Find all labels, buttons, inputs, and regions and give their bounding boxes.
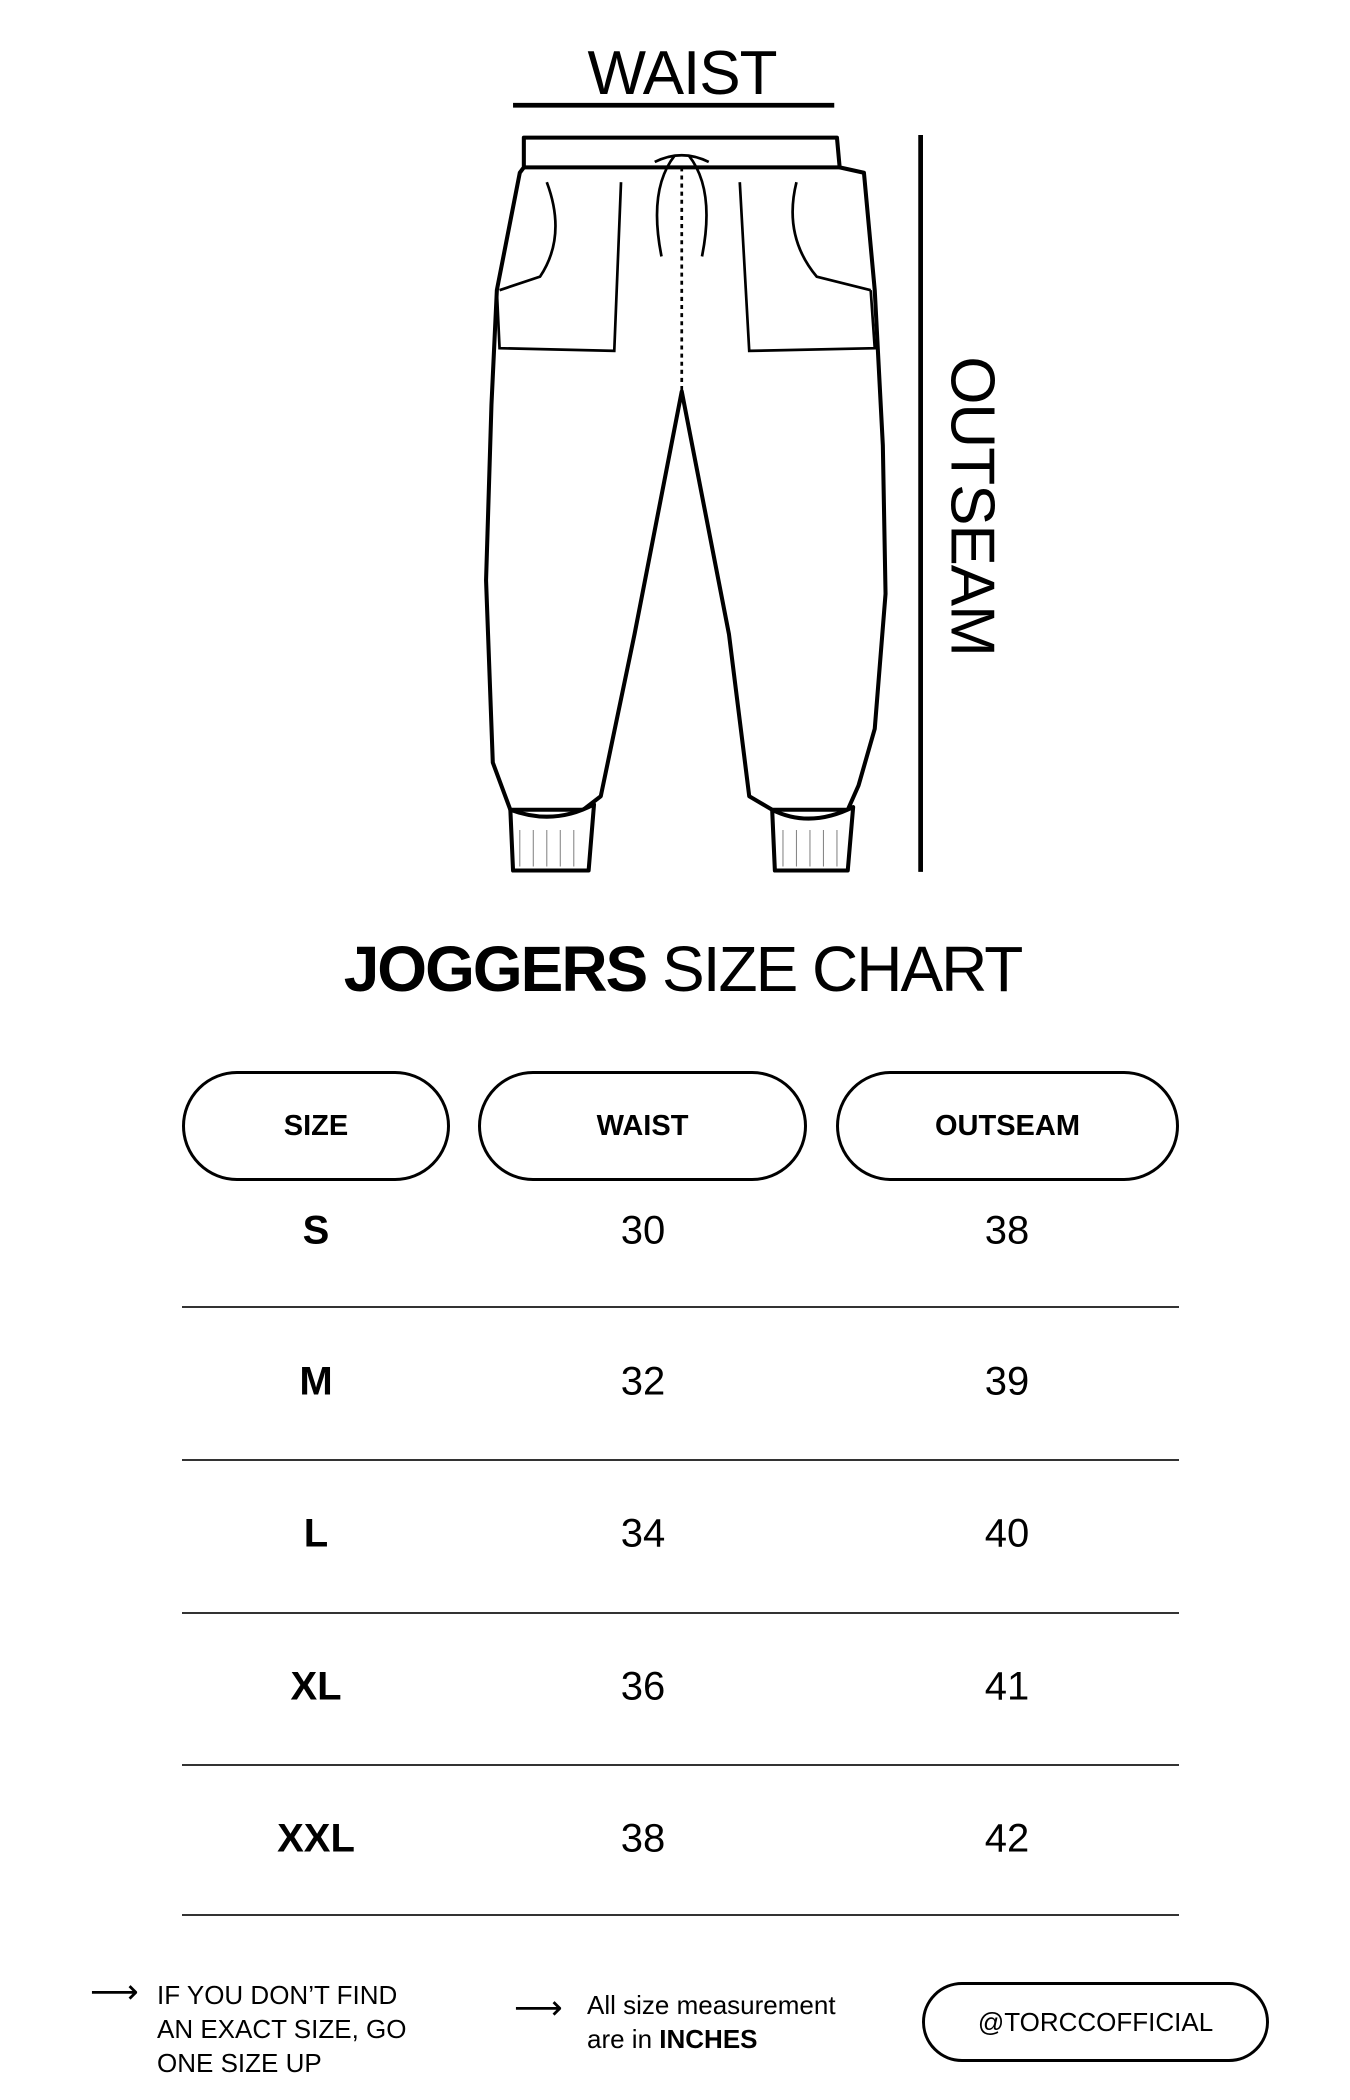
cell-size: XXL (277, 1816, 355, 1861)
cell-waist: 36 (620, 1664, 666, 1709)
cell-outseam: 39 (984, 1359, 1030, 1404)
title-rest: SIZE CHART (662, 933, 1022, 1005)
row-divider (182, 1459, 1179, 1461)
cell-waist: 32 (620, 1359, 666, 1404)
cell-size: L (303, 1511, 329, 1556)
sizing-tip (157, 1978, 406, 2080)
cell-outseam: 40 (984, 1511, 1030, 1556)
outseam-label: OUTSEAM (937, 356, 1007, 656)
cell-size: XL (290, 1664, 342, 1709)
title-bold: JOGGERS (343, 933, 647, 1005)
unit-line (587, 2022, 836, 2056)
cell-waist: 30 (620, 1208, 666, 1253)
waist-label: WAIST (587, 39, 777, 108)
social-handle-button[interactable]: @TORCCOFFICIAL (922, 1982, 1269, 2062)
cell-size: S (302, 1208, 330, 1253)
cell-outseam: 41 (984, 1664, 1030, 1709)
cell-waist: 34 (620, 1511, 666, 1556)
cell-outseam: 38 (984, 1208, 1030, 1253)
unit-prefix: are in (587, 2024, 660, 2054)
cell-waist: 38 (620, 1816, 666, 1861)
row-divider (182, 1764, 1179, 1766)
cell-outseam: 42 (984, 1816, 1030, 1861)
unit-bold: INCHES (659, 2024, 758, 2054)
tip-line: IF YOU DON’T FIND (157, 1980, 398, 2010)
page-title (0, 932, 1350, 1006)
row-divider (182, 1914, 1179, 1916)
arrow-right-icon: ⟶ (90, 1973, 139, 2011)
tip-line: ONE SIZE UP (157, 2048, 322, 2078)
header-waist: WAIST (478, 1071, 807, 1181)
header-outseam: OUTSEAM (836, 1071, 1179, 1181)
cell-size: M (299, 1359, 333, 1404)
row-divider (182, 1306, 1179, 1308)
arrow-right-icon: ⟶ (514, 1989, 563, 2027)
tip-line: AN EXACT SIZE, GO (157, 2014, 407, 2044)
unit-note (587, 1988, 836, 2056)
unit-line: All size measurement (587, 1990, 836, 2020)
row-divider (182, 1612, 1179, 1614)
header-size: SIZE (182, 1071, 450, 1181)
pants-outline (486, 138, 885, 871)
